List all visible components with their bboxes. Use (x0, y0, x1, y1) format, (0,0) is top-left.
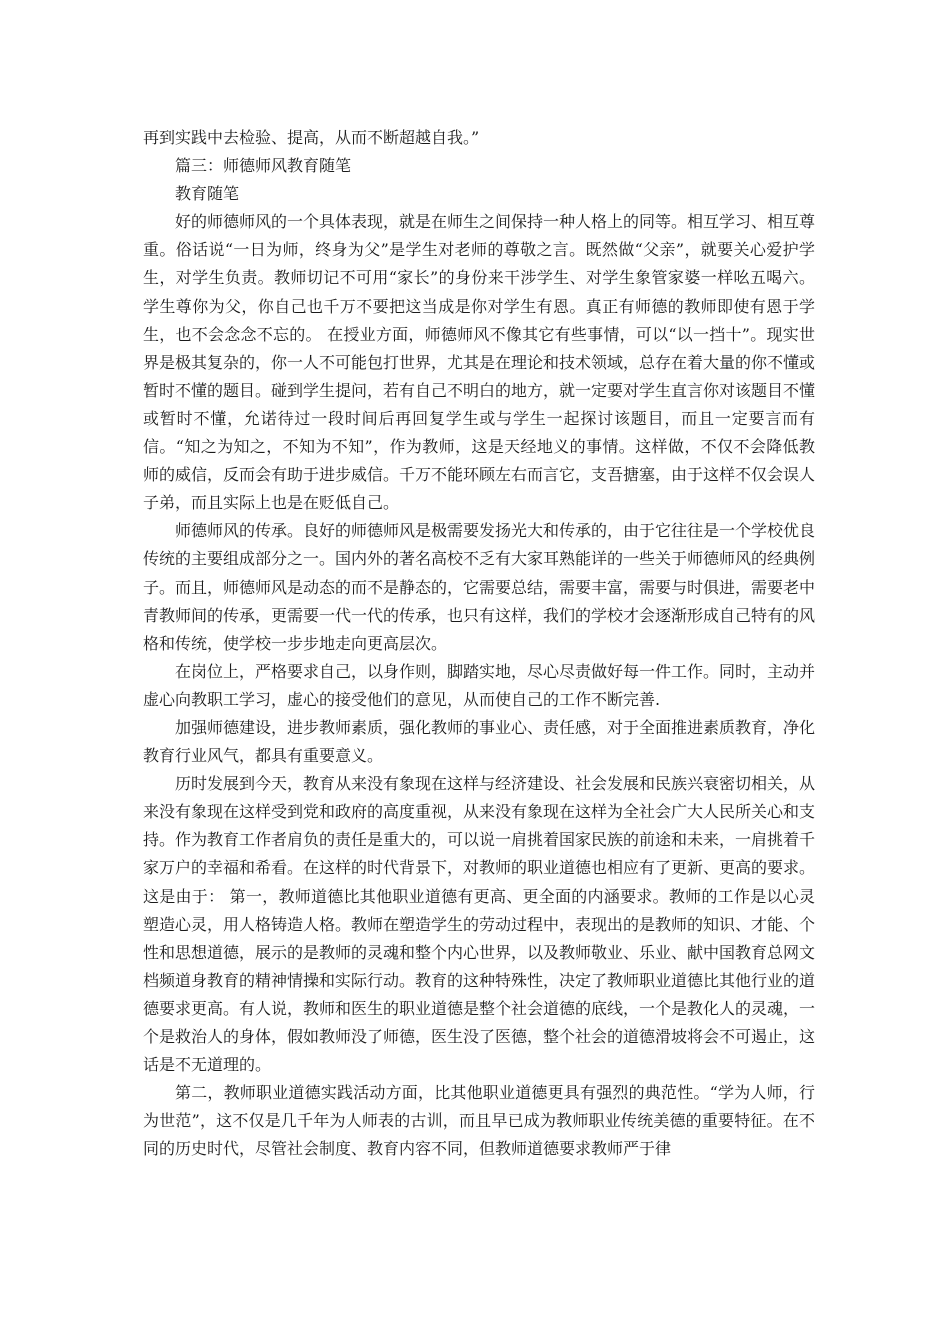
subtitle: 教育随笔 (175, 184, 240, 204)
document-body (143, 124, 815, 1163)
continuation-line: 再到实践中去检验、提高，从而不断超越自我。” (143, 128, 480, 147)
paragraph-4: 加强师德建设，进步教师素质，强化教师的事业心、责任感，对于全面推进素质教育，净化教育行业风气，都具有重要意义。 (143, 717, 816, 766)
paragraph-2: 师德师风的传承。良好的师德师风是极需要发扬光大和传承的，由于它往往是一个学校优良传统的主要组成部分之一。国内外的著名高校不乏有大家耳熟能详的一些关于师德师风的经典例子。而且，师德师风是动态的而不是静态的，它需要总结，需要丰富，需要与时俱进，需要老中青教师间的传承，更需要一代一代的传承，也只有这样，我们的学校才会逐渐形成自己特有的风格和传统，使学校一步步地走向更高层次。 (143, 521, 816, 653)
section-title: 篇三：师德师风教育随笔 (175, 156, 352, 176)
paragraph-6: 第二，教师职业道德实践活动方面，比其他职业道德更具有强烈的典范性。“学为人师，行为世范”，这不仅是几千年为人师表的古训，而且早已成为教师职业传统美德的重要特征。在不同的历史时代，尽管社会制度、教育内容不同，但教师道德要求教师严于律 (143, 1083, 815, 1159)
paragraph-5: 历时发展到今天，教育从来没有象现在这样与经济建设、社会发展和民族兴衰密切相关，从来没有象现在这样受到党和政府的高度重视，从来没有象现在这样为全社会广大人民所关心和支持。作为教育工作者肩负的责任是重大的，可以说一肩挑着国家民族的前途和未来，一肩挑着千家万户的幸福和希看。在这样的时代背景下，对教师的职业道德也相应有了更新、更高的要求。这是由于： 第一，教师道德比其他职业道德有更高、更全面的内涵要求。教师的工作是以心灵塑造心灵，用人格铸造人格。教师在塑造学生的劳动过程中，表现出的是教师的知识、才能、个性和思想道德，展示的是教师的灵魂和整个内心世界，以及教师敬业、乐业、献中国教育总网文档频道身教育的精神情操和实际行动。教育的这种特殊性，决定了教师职业道德比其他行业的道德要求更高。有人说，教师和医生的职业道德是整个社会道德的底线，一个是教化人的灵魂，一个是救治人的身体，假如教师没了师德，医生没了医德，整个社会的道德滑坡将会不可遏止，这话是不无道理的。 (143, 774, 816, 1075)
paragraph-3: 在岗位上，严格要求自己，以身作则，脚踏实地，尽心尽责做好每一件工作。同时，主动并虚心向教职工学习，虚心的接受他们的意见，从而使自己的工作不断完善. (143, 661, 816, 709)
paragraph-1: 好的师德师风的一个具体表现，就是在师生之间保持一种人格上的同等。相互学习、相互尊重。俗话说“一日为师，终身为父”是学生对老师的尊敬之言。既然做“父亲”，就要关心爱护学生，对学生负责。教师切记不可用“家长”的身份来干涉学生、对学生象管家婆一样吆五喝六。学生尊你为父，你自己也千万不要把这当成是你对学生有恩。真正有师德的教师即使有恩于学生，也不会念念不忘的。 在授业方面，师德师风不像其它有些事情，可以“以一挡十”。现实世界是极其复杂的，你一人不可能包打世界，尤其是在理论和技术领域，总存在着大量的你不懂或暂时不懂的题目。碰到学生提问，若有自己不明白的地方，就一定要对学生直言你对该题目不懂或暂时不懂，允诺待过一段时间后再回复学生或与学生一起探讨该题目，而且一定要言而有信。“知之为知之，不知为不知”，作为教师，这是天经地义的事情。这样做，不仅不会降低教师的威信，反而会有助于进步威信。千万不能环顾左右而言它，支吾搪塞，由于这样不仅会误人子弟，而且实际上也是在贬低自己。 (143, 212, 816, 513)
